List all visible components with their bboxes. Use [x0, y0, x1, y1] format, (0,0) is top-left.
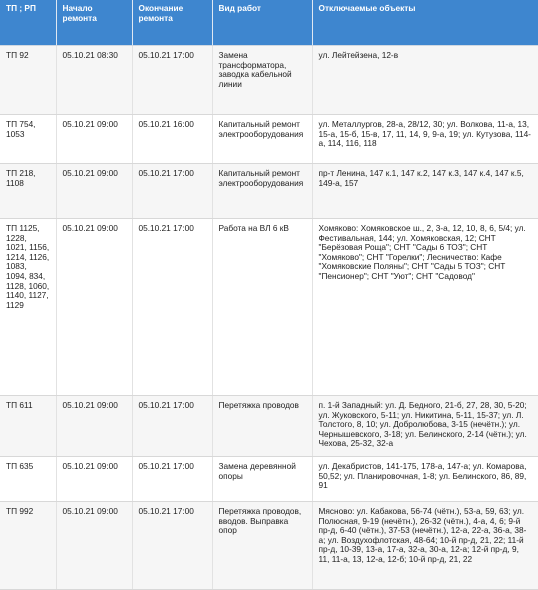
table-row: [0, 46, 538, 115]
cell-end: 05.10.21 17:00: [132, 396, 212, 457]
cell-tp: ТП 611: [0, 396, 56, 457]
cell-tp: ТП 218, 1108: [0, 164, 56, 219]
cell-start: 05.10.21 09:00: [56, 396, 132, 457]
header-tp: ТП ; РП: [0, 0, 56, 46]
cell-work: Замена трансформатора, заводка кабельной линии: [212, 46, 312, 115]
cell-tp: ТП 1125, 1228, 1021, 1156, 1214, 1126, 1083, 1094, 834, 1128, 1060, 1140, 1127, 1129: [0, 219, 56, 396]
table-row: [0, 115, 538, 164]
header-objects: Отключаемые объекты: [312, 0, 538, 46]
header-row: [0, 0, 538, 46]
cell-objects: п. 1-й Западный: ул. Д. Бедного, 21-б, 27, 28, 30, 5-20; ул. Жуковского, 5-11; ул. Никитина, 5-11, 15-37; ул. Л. Толстого, 8, 10; ул. Добролюбова, 3-15 (нечётн.); ул. Чернышевского, 3-18; ул. Белинского, 2-14 (чётн.); ул. Чехова, 25-32, 32-а: [312, 396, 538, 457]
cell-start: 05.10.21 09:00: [56, 219, 132, 396]
cell-tp: ТП 992: [0, 502, 56, 590]
cell-work: Капитальный ремонт электрооборудования: [212, 115, 312, 164]
cell-start: 05.10.21 09:00: [56, 164, 132, 219]
header-end: Окончание ремонта: [132, 0, 212, 46]
table-row: [0, 164, 538, 219]
cell-start: 05.10.21 09:00: [56, 457, 132, 502]
cell-tp: ТП 754, 1053: [0, 115, 56, 164]
header-work: Вид работ: [212, 0, 312, 46]
cell-end: 05.10.21 17:00: [132, 502, 212, 590]
cell-work: Работа на ВЛ 6 кВ: [212, 219, 312, 396]
cell-end: 05.10.21 17:00: [132, 164, 212, 219]
cell-work: Перетяжка проводов: [212, 396, 312, 457]
cell-end: 05.10.21 16:00: [132, 115, 212, 164]
table-row: [0, 396, 538, 457]
cell-tp: ТП 92: [0, 46, 56, 115]
cell-end: 05.10.21 17:00: [132, 219, 212, 396]
cell-objects: Хомяково: Хомяковское ш., 2, 3-а, 12, 10, 8, 6, 5/4; ул. Фестивальная, 144; ул. Хомяковская, 12; СНТ "Берёзовая Роща"; СНТ "Сады 6 ТОЗ"; СНТ "Хомяково"; СНТ "Горелки"; Лесничество: Кафе "Хомяковские Поляны"; СНТ "Сады 5 ТОЗ"; СНТ "Пенсионер"; СНТ "Уют"; СНТ "Садовод": [312, 219, 538, 396]
cell-work: Замена деревянной опоры: [212, 457, 312, 502]
cell-objects: ул. Металлургов, 28-а, 28/12, 30; ул. Волкова, 11-а, 13, 15-а, 15-б, 15-в, 17, 11, 14, 9, 9-а, 19; ул. Кутузова, 114-а, 114, 116, 118: [312, 115, 538, 164]
table-body: [0, 46, 538, 590]
cell-work: Капитальный ремонт электрооборудования: [212, 164, 312, 219]
table-header: [0, 0, 538, 46]
cell-objects: пр-т Ленина, 147 к.1, 147 к.2, 147 к.3, 147 к.4, 147 к.5, 149-а, 157: [312, 164, 538, 219]
cell-objects: ул. Лейтейзена, 12-в: [312, 46, 538, 115]
cell-objects: Мясново: ул. Кабакова, 56-74 (чётн.), 53-а, 59, 63; ул. Полюсная, 9-19 (нечётн.), 26-32 (чётн.), 4-а, 4, 6; 9-й пр-д, 6-40 (чётн.), 37-53 (нечётн.), 12-а, 22-а, 36-а, 38-а; ул. Воздухофлотская, 48-64; 10-й пр-д, 21, 22; 11-й пр-д, 10-39, 13-а, 17-а, 32-а, 30-а, 12-а; 12-й пр-д, 9, 11, 11-а, 13, 12-а, 12-б; 10-й пр-д, 21, 22: [312, 502, 538, 590]
cell-start: 05.10.21 08:30: [56, 46, 132, 115]
cell-work: Перетяжка проводов, вводов. Выправка опор: [212, 502, 312, 590]
table-row: [0, 219, 538, 396]
cell-start: 05.10.21 09:00: [56, 502, 132, 590]
table-row: [0, 502, 538, 590]
cell-start: 05.10.21 09:00: [56, 115, 132, 164]
cell-end: 05.10.21 17:00: [132, 457, 212, 502]
table-row: [0, 457, 538, 502]
cell-end: 05.10.21 17:00: [132, 46, 212, 115]
cell-tp: ТП 635: [0, 457, 56, 502]
cell-objects: ул. Декабристов, 141-175, 178-а, 147-а; ул. Комарова, 50,52; ул. Планировочная, 1-8; ул. Белинского, 86, 89, 91: [312, 457, 538, 502]
header-start: Начало ремонта: [56, 0, 132, 46]
